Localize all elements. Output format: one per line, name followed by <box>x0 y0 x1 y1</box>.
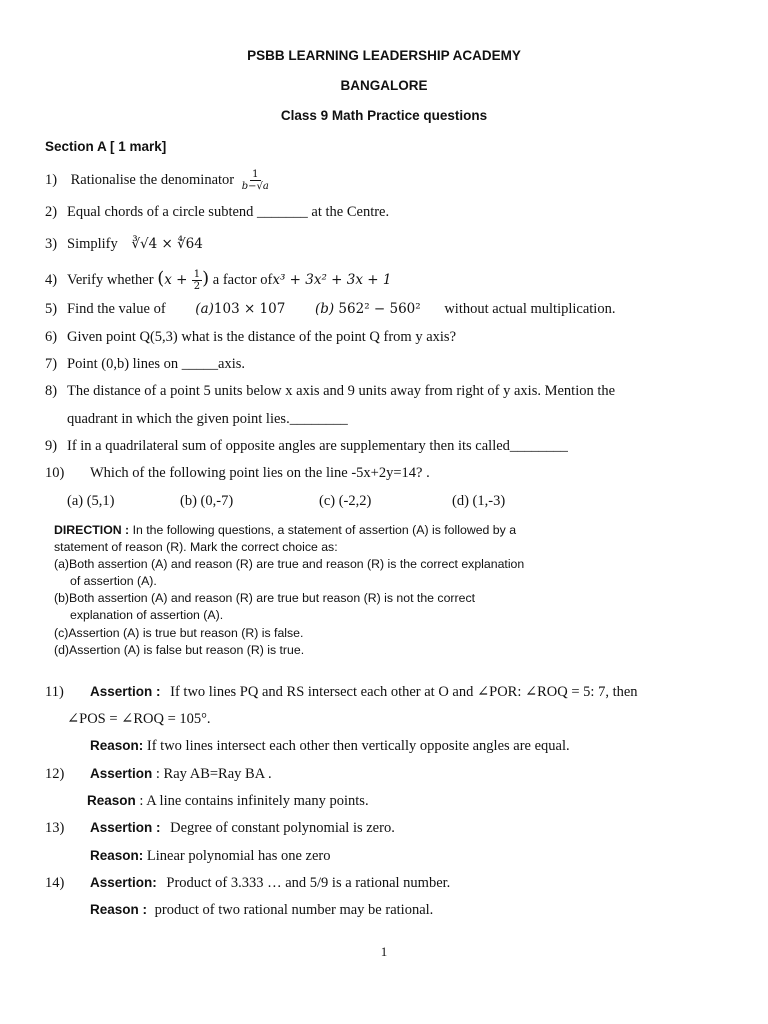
q10-option-c: (c) (-2,2) <box>319 493 372 509</box>
question-11: 11) Assertion : If two lines PQ and RS intersect each other at O and ∠POR: ∠ROQ = 5: 7, then <box>45 684 638 700</box>
question-10: 10) Which of the following point lies on the line -5x+2y=14? . <box>45 465 430 481</box>
direction-block: DIRECTION : In the following questions, a statement of assertion (A) is followed by a statement of reason (R). Mark the correct choice as: (a)Both assertion (A) and reason (R) are true and reason (R) is the correct explanation of assertion (A). (b)Both assertion (A) and reason (R) are true but reason (R) is not the correct explanation of assertion (A). (c)Assertion (A) is true but reason (R) is false. (d)Assertion (A) is false but reason (R) is true. <box>54 522 524 659</box>
section-heading: Section A [ 1 mark] <box>45 139 167 154</box>
direction-label: DIRECTION : <box>54 523 130 537</box>
choice-c: (c)Assertion (A) is true but reason (R) is false. <box>54 625 304 640</box>
fraction-numerator: 1 <box>252 169 259 180</box>
school-name: PSBB LEARNING LEADERSHIP ACADEMY <box>247 48 521 63</box>
question-8-cont: quadrant in which the given point lies.________ <box>67 411 348 427</box>
half-fraction: $\frac{1}{2}$ <box>193 269 201 293</box>
question-4: 4) Verify whether (x + $\frac{1}{2}$ ) a factor ofx³ + 3x² + 3x + 1 <box>45 268 392 293</box>
q10-option-b: (b) (0,-7) <box>180 493 234 509</box>
question-13: 13) Assertion : Degree of constant polynomial is zero. <box>45 820 395 836</box>
choice-b: (b)Both assertion (A) and reason (R) are true but reason (R) is not the correct <box>54 591 476 606</box>
doc-title: Class 9 Math Practice questions <box>280 108 488 123</box>
q10-option-d: (d) (1,-3) <box>452 493 506 509</box>
question-5: 5) Find the value of (a)103 × 107 (b) 562² − 560² without actual multiplication. <box>45 301 616 317</box>
fraction <box>242 169 269 192</box>
math-expression: ∛√4 × ∜64 <box>131 236 203 252</box>
q10-option-a: (a) (5,1) <box>67 493 115 509</box>
question-13-reason: Reason: Linear polynomial has one zero <box>90 848 331 864</box>
city-name: BANGALORE <box>340 78 428 93</box>
question-1 <box>45 169 269 192</box>
page-number: 1 <box>380 944 388 959</box>
question-11-reason: Reason: If two lines intersect each other then vertically opposite angles are equal. <box>90 738 570 754</box>
question-9: 9) If in a quadrilateral sum of opposite angles are supplementary then its called________ <box>45 438 568 454</box>
question-14: 14) Assertion: Product of 3.333 … and 5/9 is a rational number. <box>45 875 451 891</box>
question-11-cont: ∠POS = ∠ROQ = 105°. <box>67 711 211 727</box>
question-8: 8) The distance of a point 5 units below x axis and 9 units away from right of y axis. Mention the <box>45 383 616 399</box>
question-12: 12) Assertion : Ray AB=Ray BA . <box>45 766 272 782</box>
question-3: 3) Simplify ∛√4 × ∜64 <box>45 236 203 252</box>
question-text: Rationalise the denominator <box>70 171 235 188</box>
question-12-reason: Reason : A line contains infinitely many points. <box>87 793 369 809</box>
choice-d: (d)Assertion (A) is false but reason (R) is true. <box>54 642 305 657</box>
question-2: 2) Equal chords of a circle subtend _______ at the Centre. <box>45 204 390 220</box>
question-6: 6) Given point Q(5,3) what is the distance of the point Q from y axis? <box>45 329 457 345</box>
choice-a: (a)Both assertion (A) and reason (R) are true and reason (R) is the correct explanation <box>54 557 525 572</box>
question-7: 7) Point (0,b) lines on _____axis. <box>45 356 246 372</box>
question-number: 1) <box>45 171 58 188</box>
polynomial: x³ + 3x² + 3x + 1 <box>272 272 392 288</box>
question-14-reason: Reason : product of two rational number may be rational. <box>90 902 434 918</box>
fraction-denominator: b−√a <box>241 181 269 192</box>
